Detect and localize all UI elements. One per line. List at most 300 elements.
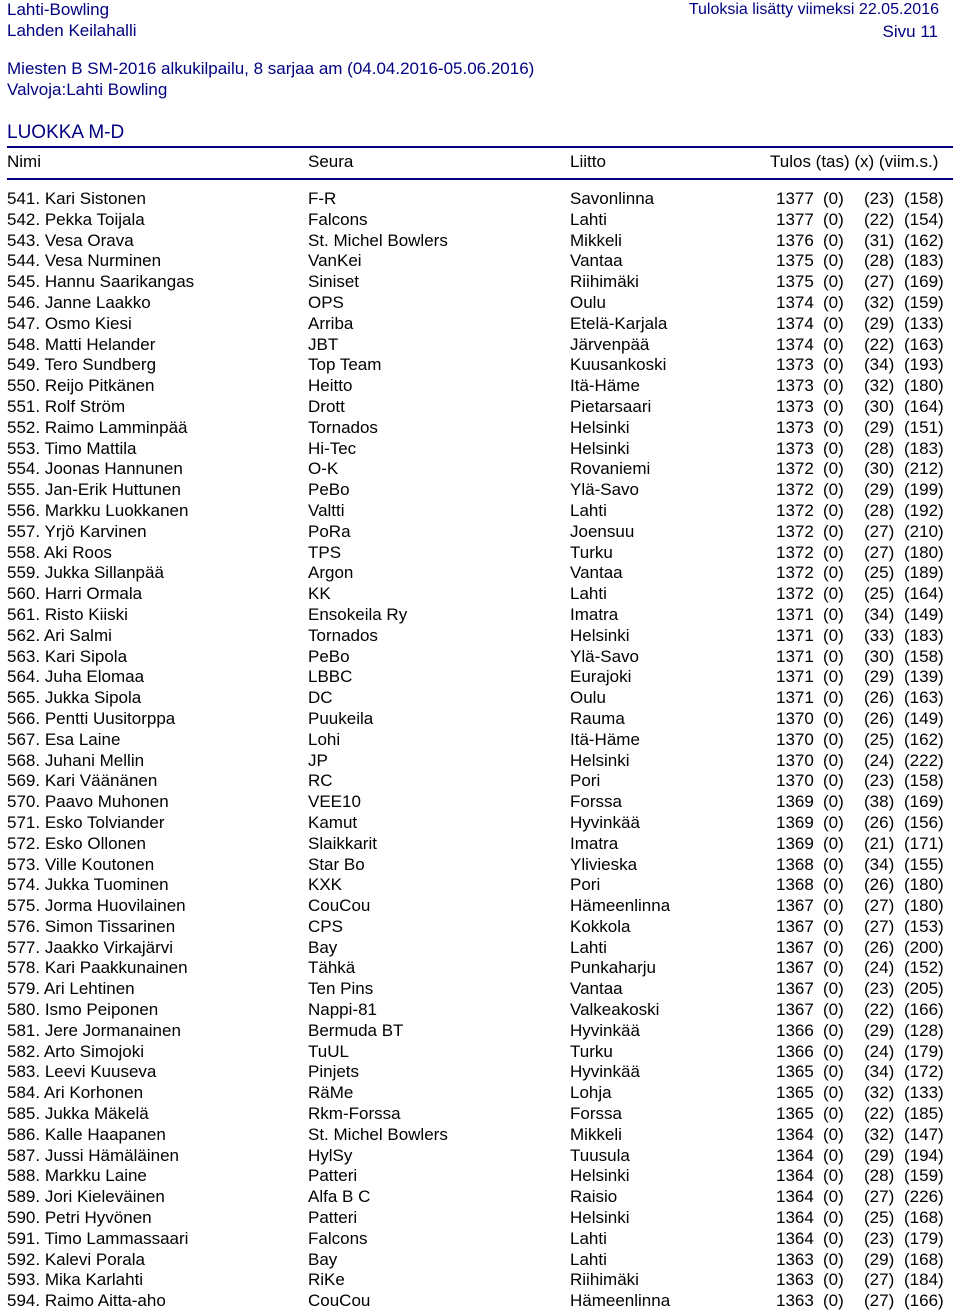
x-cell: (26) [864,812,895,832]
score-cell: 1373 [776,438,814,458]
table-row [0,917,960,938]
player-cell [7,938,173,959]
tas-cell: (0) [823,1270,844,1290]
x-cell: (28) [864,500,895,520]
score-cell: 1373 [776,355,814,375]
table-row [0,1166,960,1187]
tas-cell: (0) [823,209,844,229]
player-cell [7,314,132,335]
score-cell: 1365 [776,1083,814,1103]
player-name: Vesa Orava [44,230,134,250]
viim-cell: (152) [904,958,944,978]
assoc-cell: Hyvinkää [570,1020,640,1040]
assoc-cell: Mikkeli [570,1124,622,1144]
player-cell [7,626,112,647]
player-name: Reijo Pitkänen [44,376,155,396]
x-cell: (34) [864,1062,895,1082]
tas-cell: (0) [823,979,844,999]
score-cell: 1372 [776,459,814,479]
club-cell: Nappi-81 [308,1000,377,1020]
x-cell: (32) [864,1083,895,1103]
player-cell [7,1229,188,1250]
assoc-cell: Helsinki [570,750,630,770]
x-cell: (30) [864,459,895,479]
rank: 566. [7,708,41,728]
player-name: Hannu Saarikangas [44,272,195,292]
player-name: Pekka Toijala [44,209,145,229]
rank: 577. [7,937,41,957]
rank: 563. [7,646,41,666]
x-cell: (30) [864,646,895,666]
viim-cell: (153) [904,916,944,936]
score-cell: 1364 [776,1208,814,1228]
tas-cell: (0) [823,604,844,624]
tas-cell: (0) [823,1166,844,1186]
player-name: Esko Ollonen [44,833,146,853]
tas-cell: (0) [823,1187,844,1207]
viim-cell: (180) [904,376,944,396]
x-cell: (27) [864,542,895,562]
x-cell: (29) [864,480,895,500]
table-row [0,1021,960,1042]
player-cell [7,251,161,272]
tas-cell: (0) [823,937,844,957]
x-cell: (29) [864,313,895,333]
table-row [0,605,960,626]
table-row [0,730,960,751]
assoc-cell: Lahti [570,584,607,604]
score-cell: 1367 [776,958,814,978]
x-cell: (24) [864,1041,895,1061]
tas-cell: (0) [823,521,844,541]
table-row [0,792,960,813]
player-cell [7,875,169,896]
assoc-cell: Lahti [570,209,607,229]
assoc-cell: Kuusankoski [570,355,667,375]
player-name: Petri Hyvönen [44,1208,152,1228]
player-name: Kari Väänänen [44,771,158,791]
viim-cell: (171) [904,833,944,853]
player-name: Vesa Nurminen [44,251,162,271]
x-cell: (27) [864,916,895,936]
club-cell: PoRa [308,521,351,541]
viim-cell: (212) [904,459,944,479]
club-cell: O-K [308,459,339,479]
table-row [0,459,960,480]
column-header-club: Seura [308,152,354,171]
viim-cell: (128) [904,1020,944,1040]
player-name: Jan-Erik Huttunen [44,480,181,500]
tas-cell: (0) [823,729,844,749]
tas-cell: (0) [823,542,844,562]
table-row [0,335,960,356]
column-headers [0,152,960,174]
player-cell [7,605,128,626]
viim-cell: (159) [904,1166,944,1186]
club-cell: VanKei [308,251,362,271]
x-cell: (27) [864,1270,895,1290]
assoc-cell: Turku [570,1041,613,1061]
x-cell: (22) [864,209,895,229]
player-name: Markku Luokkanen [44,500,189,520]
assoc-cell: Vantaa [570,251,623,271]
table-row [0,626,960,647]
club-cell: Patteri [308,1166,358,1186]
results-table [0,189,960,1312]
tas-cell: (0) [823,1062,844,1082]
assoc-cell: Joensuu [570,521,635,541]
score-cell: 1364 [776,1187,814,1207]
viim-cell: (133) [904,313,944,333]
player-cell [7,896,186,917]
club-cell: Patteri [308,1208,358,1228]
rank: 542. [7,209,41,229]
tas-cell: (0) [823,189,844,208]
table-row [0,1125,960,1146]
rank: 561. [7,604,41,624]
viim-cell: (185) [904,1104,944,1124]
club-cell: Rkm-Forssa [308,1104,401,1124]
x-cell: (33) [864,625,895,645]
rank: 543. [7,230,41,250]
viim-cell: (162) [904,729,944,749]
club-cell: St. Michel Bowlers [308,230,448,250]
player-cell [7,522,147,543]
score-cell: 1367 [776,916,814,936]
x-cell: (24) [864,958,895,978]
tas-cell: (0) [823,1249,844,1269]
viim-cell: (210) [904,521,944,541]
organizer: Valvoja:Lahti Bowling [7,80,168,99]
player-cell [7,272,194,293]
table-row [0,563,960,584]
player-cell [7,1062,156,1083]
viim-cell: (164) [904,396,944,416]
score-cell: 1372 [776,480,814,500]
tas-cell: (0) [823,417,844,437]
player-cell [7,647,127,668]
assoc-cell: Kokkola [570,916,631,936]
score-cell: 1369 [776,812,814,832]
score-cell: 1370 [776,771,814,791]
club-cell: Falcons [308,1228,368,1248]
viim-cell: (163) [904,688,944,708]
x-cell: (28) [864,1166,895,1186]
player-name: Ari Salmi [43,625,112,645]
player-name: Simon Tissarinen [44,916,176,936]
column-header-result: Tulos (tas) (x) (viim.s.) [770,152,939,171]
x-cell: (27) [864,521,895,541]
player-name: Mika Karlahti [44,1270,144,1290]
assoc-cell: Oulu [570,292,606,312]
rank: 576. [7,916,41,936]
tas-cell: (0) [823,812,844,832]
assoc-cell: Vantaa [570,563,623,583]
x-cell: (29) [864,1020,895,1040]
x-cell: (31) [864,230,895,250]
player-name: Markku Laine [44,1166,147,1186]
table-row [0,1291,960,1312]
player-name: Paavo Muhonen [44,792,169,812]
assoc-cell: Oulu [570,688,606,708]
viim-cell: (166) [904,1291,944,1311]
player-name: Jukka Sillanpää [44,563,164,583]
assoc-cell: Etelä-Karjala [570,313,668,333]
assoc-cell: Helsinki [570,625,630,645]
viim-cell: (180) [904,896,944,916]
table-row [0,231,960,252]
viim-cell: (147) [904,1124,944,1144]
club-cell: Argon [308,563,354,583]
club-cell: Arriba [308,313,354,333]
table-row [0,1270,960,1291]
table-row [0,543,960,564]
page-number: Sivu 11 [882,22,938,41]
x-cell: (27) [864,1187,895,1207]
score-cell: 1367 [776,1000,814,1020]
club-cell: TuUL [308,1041,349,1061]
rank: 583. [7,1062,41,1082]
player-name: Janne Laakko [44,292,151,312]
assoc-cell: Forssa [570,792,622,812]
club-cell: TPS [308,542,342,562]
table-row [0,480,960,501]
club-cell: JBT [308,334,339,354]
score-cell: 1371 [776,646,814,666]
x-cell: (29) [864,667,895,687]
x-cell: (32) [864,1124,895,1144]
club-cell: KXK [308,875,343,895]
table-row [0,522,960,543]
score-cell: 1369 [776,792,814,812]
assoc-cell: Järvenpää [570,334,650,354]
player-cell [7,1125,166,1146]
club-cell: KK [308,584,331,604]
score-cell: 1365 [776,1104,814,1124]
table-row [0,688,960,709]
tas-cell: (0) [823,1000,844,1020]
table-row [0,1083,960,1104]
player-cell [7,855,154,876]
score-cell: 1367 [776,937,814,957]
rank: 568. [7,750,41,770]
assoc-cell: Helsinki [570,438,630,458]
score-cell: 1363 [776,1291,814,1311]
viim-cell: (199) [904,480,944,500]
rank: 569. [7,771,41,791]
club-cell: Siniset [308,272,360,292]
player-name: Tero Sundberg [44,355,157,375]
header-rule [7,146,953,148]
rank: 560. [7,584,41,604]
rank: 541. [7,189,41,208]
club-cell: Drott [308,396,345,416]
table-row [0,1208,960,1229]
x-cell: (22) [864,1000,895,1020]
player-name: Ismo Peiponen [44,1000,159,1020]
x-cell: (32) [864,376,895,396]
rank: 590. [7,1208,41,1228]
x-cell: (38) [864,792,895,812]
player-cell [7,1291,166,1312]
x-cell: (27) [864,272,895,292]
club-cell: Tornados [308,625,378,645]
player-name: Kari Paakkunainen [44,958,188,978]
assoc-cell: Pori [570,875,601,895]
player-cell [7,834,146,855]
rank: 578. [7,958,41,978]
club-cell: Alfa B C [308,1187,371,1207]
viim-cell: (193) [904,355,944,375]
assoc-cell: Ylivieska [570,854,638,874]
site-title: Lahti-Bowling [7,0,110,19]
x-cell: (34) [864,854,895,874]
player-name: Matti Helander [44,334,156,354]
table-row [0,293,960,314]
club-cell: Tornados [308,417,378,437]
column-header-rule [7,178,953,180]
player-cell [7,1083,143,1104]
player-cell [7,792,169,813]
assoc-cell: Riihimäki [570,272,639,292]
rank: 548. [7,334,41,354]
club-cell: Top Team [308,355,382,375]
rank: 557. [7,521,41,541]
club-cell: Kamut [308,812,358,832]
viim-cell: (169) [904,792,944,812]
player-name: Kalle Haapanen [44,1124,166,1144]
rank: 575. [7,896,41,916]
player-cell [7,584,142,605]
rank: 553. [7,438,41,458]
assoc-cell: Pori [570,771,601,791]
rank: 571. [7,812,41,832]
club-cell: Falcons [308,209,368,229]
table-row [0,709,960,730]
player-name: Jukka Tuominen [44,875,169,895]
score-cell: 1364 [776,1228,814,1248]
score-cell: 1367 [776,896,814,916]
table-row [0,501,960,522]
table-row [0,1250,960,1271]
x-cell: (23) [864,771,895,791]
tas-cell: (0) [823,1208,844,1228]
score-cell: 1364 [776,1145,814,1165]
club-cell: PeBo [308,480,350,500]
table-row [0,314,960,335]
assoc-cell: Eurajoki [570,667,632,687]
player-name: Ville Koutonen [44,854,155,874]
assoc-cell: Imatra [570,833,619,853]
score-cell: 1377 [776,189,814,208]
rank: 550. [7,376,41,396]
assoc-cell: Lahti [570,1228,607,1248]
assoc-cell: Itä-Häme [570,729,640,749]
viim-cell: (194) [904,1145,944,1165]
viim-cell: (183) [904,251,944,271]
tas-cell: (0) [823,355,844,375]
assoc-cell: Helsinki [570,1208,630,1228]
player-name: Aki Roos [43,542,112,562]
club-cell: RC [308,771,333,791]
table-row [0,1187,960,1208]
club-cell: LBBC [308,667,353,687]
player-name: Timo Lammassaari [44,1228,189,1248]
player-name: Ari Lehtinen [43,979,135,999]
player-name: Jorma Huovilainen [44,896,186,916]
viim-cell: (226) [904,1187,944,1207]
assoc-cell: Pietarsaari [570,396,652,416]
x-cell: (29) [864,417,895,437]
x-cell: (29) [864,1249,895,1269]
assoc-cell: Hyvinkää [570,812,640,832]
tas-cell: (0) [823,376,844,396]
player-cell [7,1250,145,1271]
player-name: Timo Mattila [44,438,137,458]
player-cell [7,501,188,522]
table-row [0,1062,960,1083]
tas-cell: (0) [823,272,844,292]
rank: 574. [7,875,41,895]
tas-cell: (0) [823,1145,844,1165]
table-row [0,751,960,772]
player-cell [7,376,154,397]
score-cell: 1371 [776,667,814,687]
table-row [0,1042,960,1063]
assoc-cell: Savonlinna [570,189,655,208]
rank: 593. [7,1270,41,1290]
rank: 579. [7,979,41,999]
player-cell [7,730,120,751]
player-cell [7,418,188,439]
table-row [0,771,960,792]
rank: 551. [7,396,41,416]
club-cell: JP [308,750,328,770]
score-cell: 1374 [776,313,814,333]
club-cell: Lohi [308,729,341,749]
rank: 558. [7,542,41,562]
score-cell: 1363 [776,1249,814,1269]
tas-cell: (0) [823,230,844,250]
player-cell [7,231,134,252]
score-cell: 1367 [776,979,814,999]
tas-cell: (0) [823,438,844,458]
player-name: Joonas Hannunen [44,459,183,479]
player-name: Jere Jormanainen [44,1020,181,1040]
player-name: Osmo Kiesi [44,313,132,333]
assoc-cell: Ylä-Savo [570,646,639,666]
score-cell: 1364 [776,1166,814,1186]
player-cell [7,813,165,834]
viim-cell: (162) [904,230,944,250]
x-cell: (25) [864,729,895,749]
table-row [0,979,960,1000]
viim-cell: (189) [904,563,944,583]
tas-cell: (0) [823,958,844,978]
assoc-cell: Lohja [570,1083,612,1103]
viim-cell: (166) [904,1000,944,1020]
player-name: Risto Kiiski [44,604,128,624]
score-cell: 1375 [776,251,814,271]
player-cell [7,543,112,564]
tas-cell: (0) [823,854,844,874]
rank: 555. [7,480,41,500]
viim-cell: (172) [904,1062,944,1082]
x-cell: (26) [864,875,895,895]
tas-cell: (0) [823,584,844,604]
player-cell [7,1021,181,1042]
x-cell: (29) [864,1145,895,1165]
